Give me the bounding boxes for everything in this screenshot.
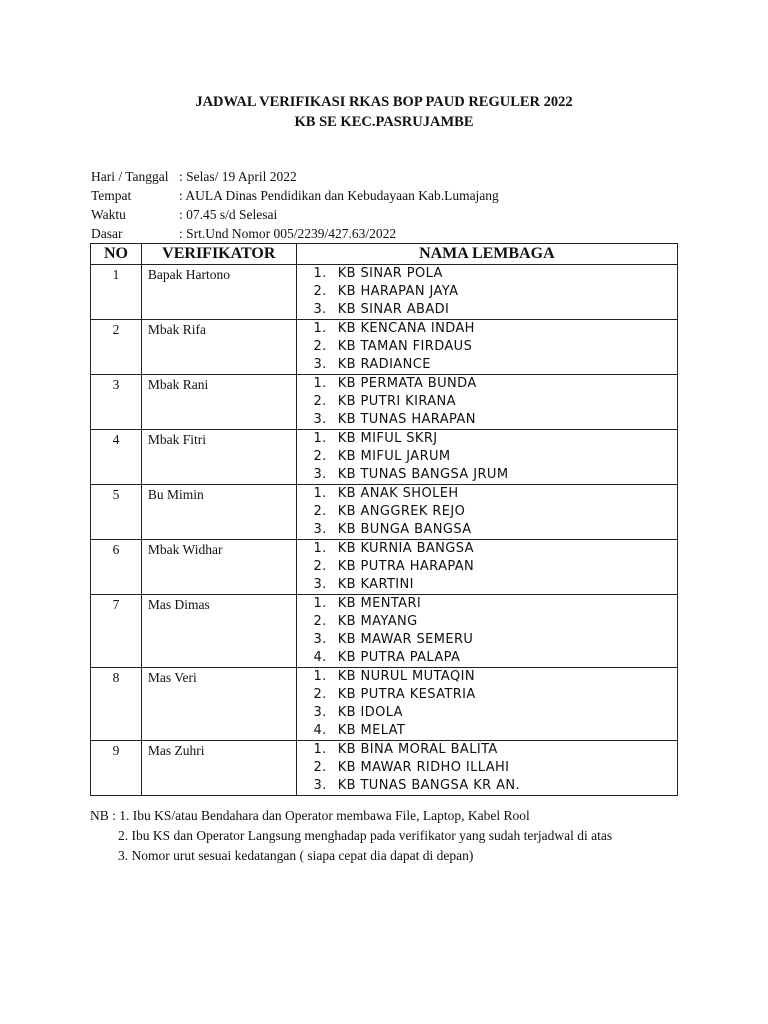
lembaga-name: KB SINAR ABADI — [337, 302, 450, 317]
verifikator-name: Bapak Hartono — [141, 265, 296, 320]
lembaga-name: KB TUNAS BANGSA JRUM — [337, 467, 509, 482]
lembaga-list — [297, 265, 677, 319]
list-item — [297, 741, 677, 759]
lembaga-cell — [296, 668, 677, 741]
list-item — [297, 503, 677, 521]
lembaga-list — [297, 741, 677, 795]
verifikator-name: Bu Mimin — [141, 485, 296, 540]
lembaga-name: KB PERMATA BUNDA — [337, 376, 477, 391]
info-label: Dasar — [91, 226, 123, 241]
list-item — [297, 613, 677, 631]
list-item — [297, 668, 677, 686]
lembaga-name: KB MAWAR RIDHO ILLAHI — [337, 760, 510, 775]
lembaga-name: KB TUNAS BANGSA KR AN. — [337, 778, 521, 793]
info-label: Hari / Tanggal — [91, 169, 169, 184]
list-item — [297, 686, 677, 704]
list-item — [297, 301, 677, 319]
list-item — [297, 485, 677, 503]
row-number: 7 — [91, 595, 142, 668]
verifikator-name: Mas Dimas — [141, 595, 296, 668]
list-item — [297, 466, 677, 484]
info-value: : Srt.Und Nomor 005/2239/427.63/2022 — [179, 226, 397, 241]
list-item-number: 1. — [313, 669, 327, 684]
header-lembaga: NAMA LEMBAGA — [296, 244, 677, 265]
list-item-number: 1. — [313, 486, 327, 501]
list-item-number: 2. — [313, 687, 327, 702]
row-number: 8 — [91, 668, 142, 741]
list-item — [297, 430, 677, 448]
list-item — [297, 540, 677, 558]
lembaga-cell — [296, 595, 677, 668]
list-item-number: 1. — [313, 376, 327, 391]
schedule-table — [90, 243, 678, 796]
info-block — [91, 167, 499, 243]
list-item-number: 3. — [313, 357, 327, 372]
list-item-number: 3. — [313, 412, 327, 427]
lembaga-name: KB HARAPAN JAYA — [337, 284, 459, 299]
lembaga-cell — [296, 375, 677, 430]
row-number: 5 — [91, 485, 142, 540]
list-item — [297, 338, 677, 356]
lembaga-name: KB SINAR POLA — [337, 266, 443, 281]
document-subtitle: KB SE KEC.PASRUJAMBE — [294, 114, 474, 130]
verifikator-name: Mas Veri — [141, 668, 296, 741]
list-item-number: 3. — [313, 705, 327, 720]
list-item-number: 2. — [313, 614, 327, 629]
table-row — [91, 375, 678, 430]
lembaga-name: KB ANGGREK REJO — [337, 504, 466, 519]
row-number: 3 — [91, 375, 142, 430]
lembaga-list — [297, 668, 677, 740]
table-row — [91, 595, 678, 668]
list-item-number: 1. — [313, 596, 327, 611]
lembaga-name: KB PUTRA KESATRIA — [337, 687, 476, 702]
lembaga-name: KB NURUL MUTAQIN — [337, 669, 475, 684]
table-row — [91, 741, 678, 796]
table-row — [91, 265, 678, 320]
verifikator-name: Mbak Widhar — [141, 540, 296, 595]
lembaga-name: KB BINA MORAL BALITA — [337, 742, 498, 757]
list-item — [297, 576, 677, 594]
list-item — [297, 595, 677, 613]
list-item-number: 3. — [313, 778, 327, 793]
list-item-number: 2. — [313, 284, 327, 299]
list-item-number: 3. — [313, 632, 327, 647]
list-item-number: 2. — [313, 504, 327, 519]
lembaga-list — [297, 595, 677, 667]
row-number: 6 — [91, 540, 142, 595]
list-item-number: 2. — [313, 394, 327, 409]
list-item-number: 3. — [313, 522, 327, 537]
row-number: 9 — [91, 741, 142, 796]
info-value: : Selas/ 19 April 2022 — [179, 169, 297, 184]
list-item — [297, 722, 677, 740]
list-item-number: 1. — [313, 266, 327, 281]
table-body — [91, 265, 678, 796]
info-value: : AULA Dinas Pendidikan dan Kebudayaan Kab.Lumajang — [179, 188, 499, 203]
lembaga-name: KB MIFUL SKRJ — [337, 431, 438, 446]
notes-block — [90, 806, 612, 866]
list-item-number: 1. — [313, 321, 327, 336]
lembaga-name: KB PUTRA PALAPA — [337, 650, 461, 665]
list-item — [297, 411, 677, 429]
row-number: 1 — [91, 265, 142, 320]
info-row-basis — [91, 224, 499, 243]
info-row-date — [91, 167, 499, 186]
list-item — [297, 631, 677, 649]
lembaga-list — [297, 485, 677, 539]
lembaga-list — [297, 540, 677, 594]
info-label: Waktu — [91, 207, 126, 222]
row-number: 4 — [91, 430, 142, 485]
note-line: 3. Nomor urut sesuai kedatangan ( siapa cepat dia dapat di depan) — [118, 848, 474, 863]
info-value: : 07.45 s/d Selesai — [179, 207, 278, 222]
header-verifikator: VERIFIKATOR — [141, 244, 296, 265]
list-item-number: 1. — [313, 742, 327, 757]
lembaga-cell — [296, 320, 677, 375]
list-item-number: 3. — [313, 302, 327, 317]
list-item — [297, 704, 677, 722]
lembaga-name: KB MAWAR SEMERU — [337, 632, 474, 647]
list-item — [297, 265, 677, 283]
lembaga-name: KB ANAK SHOLEH — [337, 486, 459, 501]
table-row — [91, 320, 678, 375]
lembaga-list — [297, 320, 677, 374]
list-item — [297, 393, 677, 411]
lembaga-name: KB KENCANA INDAH — [337, 321, 475, 336]
list-item-number: 2. — [313, 339, 327, 354]
list-item-number: 3. — [313, 467, 327, 482]
info-row-place — [91, 186, 499, 205]
list-item — [297, 375, 677, 393]
verifikator-name: Mbak Fitri — [141, 430, 296, 485]
lembaga-name: KB TAMAN FIRDAUS — [337, 339, 473, 354]
lembaga-name: KB KURNIA BANGSA — [337, 541, 474, 556]
note-line: NB : 1. Ibu KS/atau Bendahara dan Operator membawa File, Laptop, Kabel Rool — [90, 808, 530, 823]
table-row — [91, 485, 678, 540]
lembaga-name: KB KARTINI — [337, 577, 414, 592]
list-item — [297, 356, 677, 374]
lembaga-name: KB MAYANG — [337, 614, 418, 629]
lembaga-cell — [296, 540, 677, 595]
lembaga-list — [297, 375, 677, 429]
lembaga-name: KB PUTRA HARAPAN — [337, 559, 475, 574]
header-no: NO — [91, 244, 142, 265]
lembaga-name: KB PUTRI KIRANA — [337, 394, 456, 409]
lembaga-cell — [296, 265, 677, 320]
list-item — [297, 558, 677, 576]
lembaga-name: KB RADIANCE — [337, 357, 431, 372]
list-item-number: 4. — [313, 650, 327, 665]
table-row — [91, 430, 678, 485]
verifikator-name: Mbak Rani — [141, 375, 296, 430]
lembaga-list — [297, 430, 677, 484]
note-line: 2. Ibu KS dan Operator Langsung menghadap pada verifikator yang sudah terjadwal di atas — [118, 828, 613, 843]
info-row-time — [91, 205, 499, 224]
list-item-number: 2. — [313, 449, 327, 464]
list-item — [297, 320, 677, 338]
table-row — [91, 540, 678, 595]
list-item — [297, 521, 677, 539]
lembaga-name: KB IDOLA — [337, 705, 403, 720]
lembaga-cell — [296, 485, 677, 540]
list-item — [297, 283, 677, 301]
document-title: JADWAL VERIFIKASI RKAS BOP PAUD REGULER 2022 — [195, 94, 573, 110]
verifikator-name: Mas Zuhri — [141, 741, 296, 796]
list-item-number: 3. — [313, 577, 327, 592]
table-row — [91, 668, 678, 741]
list-item — [297, 649, 677, 667]
list-item-number: 2. — [313, 760, 327, 775]
list-item-number: 1. — [313, 431, 327, 446]
list-item — [297, 448, 677, 466]
list-item — [297, 777, 677, 795]
lembaga-name: KB MELAT — [337, 723, 406, 738]
list-item-number: 1. — [313, 541, 327, 556]
lembaga-name: KB MIFUL JARUM — [337, 449, 451, 464]
info-label: Tempat — [91, 188, 132, 203]
lembaga-name: KB MENTARI — [337, 596, 422, 611]
lembaga-cell — [296, 430, 677, 485]
verifikator-name: Mbak Rifa — [141, 320, 296, 375]
lembaga-name: KB TUNAS HARAPAN — [337, 412, 476, 427]
list-item-number: 4. — [313, 723, 327, 738]
table-header-row — [91, 244, 678, 265]
row-number: 2 — [91, 320, 142, 375]
list-item — [297, 759, 677, 777]
lembaga-name: KB BUNGA BANGSA — [337, 522, 472, 537]
list-item-number: 2. — [313, 559, 327, 574]
lembaga-cell — [296, 741, 677, 796]
